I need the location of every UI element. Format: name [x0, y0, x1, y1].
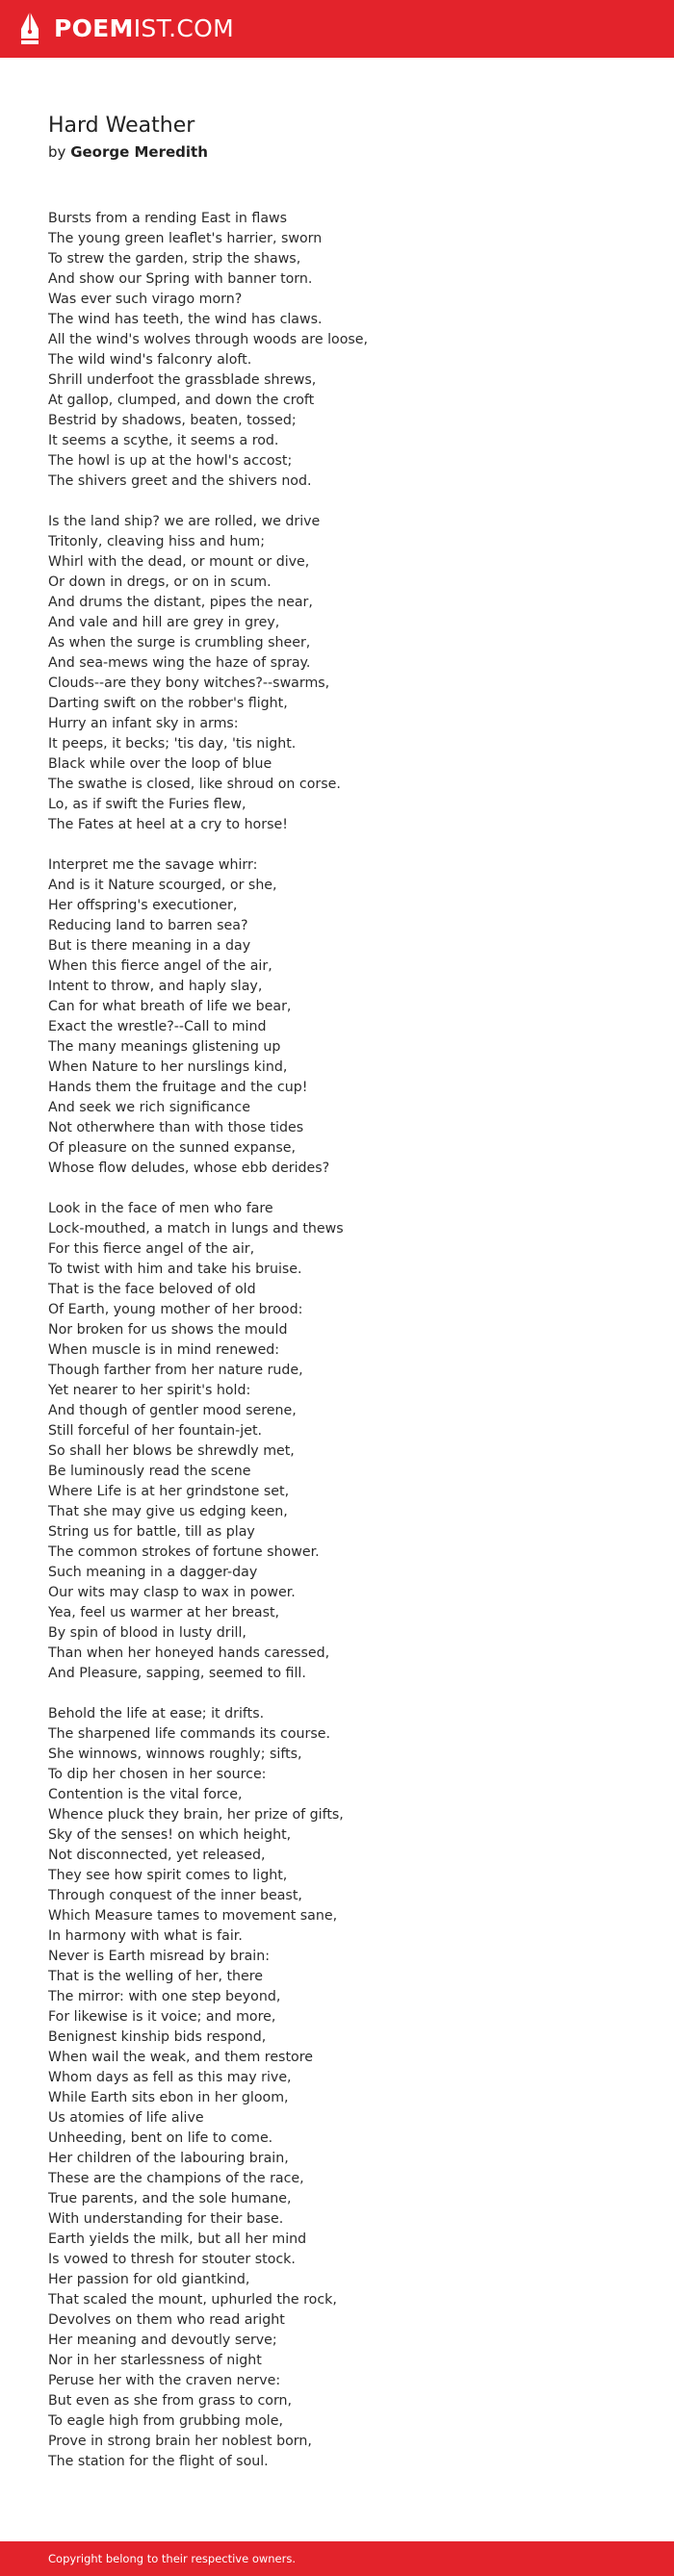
- logo-wordmark: [54, 10, 234, 48]
- poem-line: The mirror: with one step beyond,: [48, 1989, 281, 2004]
- poem-line: With understanding for their base.: [48, 2211, 284, 2227]
- poem-line: When muscle is in mind renewed:: [48, 1342, 280, 1358]
- poem-line: Is vowed to thresh for stouter stock.: [48, 2252, 296, 2267]
- poem-line: In harmony with what is fair.: [48, 1928, 243, 1944]
- poem-line: They see how spirit comes to light,: [48, 1868, 288, 1883]
- poem-line: Lock-mouthed, a match in lungs and thews: [48, 1221, 344, 1237]
- poemist-logo[interactable]: [17, 10, 234, 48]
- poem-line: To twist with him and take his bruise.: [48, 1262, 302, 1277]
- poem-line: Darting swift on the robber's flight,: [48, 696, 288, 711]
- pen-nib-icon: [17, 10, 42, 48]
- poem-line: Of pleasure on the sunned expanse,: [48, 1140, 296, 1156]
- poem-line: Such meaning in a dagger-day: [48, 1565, 258, 1580]
- poem-line: Benignest kinship bids respond,: [48, 2029, 267, 2045]
- stanza: [48, 512, 635, 835]
- poem-line: Not otherwhere than with those tides: [48, 1120, 304, 1135]
- poem-line: Though farther from her nature rude,: [48, 1363, 303, 1378]
- poem-line: Which Measure tames to movement sane,: [48, 1908, 338, 1924]
- poem-line: And drums the distant, pipes the near,: [48, 595, 313, 610]
- poem-line: Earth yields the milk, but all her mind: [48, 2232, 307, 2247]
- poem-line: Reducing land to barren sea?: [48, 918, 248, 933]
- poem-line: Intent to throw, and haply slay,: [48, 979, 263, 994]
- poem-line: And is it Nature scourged, or she,: [48, 878, 277, 893]
- poem-line: That she may give us edging keen,: [48, 1504, 288, 1519]
- poem-line: By spin of blood in lusty drill,: [48, 1625, 246, 1641]
- poem-line: Than when her honeyed hands caressed,: [48, 1645, 330, 1661]
- copyright-notice: Copyright belong to their respective owners.: [48, 2552, 297, 2565]
- poem-line: To dip her chosen in her source:: [48, 1767, 267, 1782]
- poem-line: Bestrid by shadows, beaten, tossed;: [48, 413, 297, 428]
- poem-line: Whence pluck they brain, her prize of gifts,: [48, 1807, 344, 1823]
- poem-line: Whose flow deludes, whose ebb derides?: [48, 1160, 330, 1176]
- poem-line: For likewise is it voice; and more,: [48, 2009, 276, 2025]
- logo-text-bold: POEM: [54, 14, 134, 42]
- top-bar: [0, 0, 674, 58]
- poem-line: Behold the life at ease; it drifts.: [48, 1706, 265, 1722]
- poem-line: It peeps, it becks; 'tis day, 'tis night.: [48, 736, 297, 752]
- poem-line: The wild wind's falconry aloft.: [48, 352, 252, 368]
- poem-line: The Fates at heel at a cry to horse!: [48, 817, 288, 832]
- poem-line: True parents, and the sole humane,: [48, 2191, 292, 2206]
- poem-line: Sky of the senses! on which height,: [48, 1827, 292, 1843]
- poem-line: Shrill underfoot the grassblade shrews,: [48, 372, 317, 388]
- poem-line: Lo, as if swift the Furies flew,: [48, 797, 246, 812]
- poem-line: Her meaning and devoutly serve;: [48, 2333, 277, 2348]
- poem-line: Is the land ship? we are rolled, we drive: [48, 514, 321, 529]
- poem-line: Yea, feel us warmer at her breast,: [48, 1605, 280, 1620]
- poem-line: But is there meaning in a day: [48, 938, 251, 954]
- poem-line: It seems a scythe, it seems a rod.: [48, 433, 279, 448]
- poem-line: The young green leaflet's harrier, sworn: [48, 231, 323, 246]
- poem-line: Nor broken for us shows the mould: [48, 1322, 288, 1338]
- poem-line: Exact the wrestle?--Call to mind: [48, 1019, 267, 1034]
- poem-line: That is the face beloved of old: [48, 1282, 256, 1297]
- poem-line: As when the surge is crumbling sheer,: [48, 635, 311, 650]
- poem-line: But even as she from grass to corn,: [48, 2393, 293, 2409]
- poem-line: Yet nearer to her spirit's hold:: [48, 1383, 251, 1398]
- poem-line: That scaled the mount, uphurled the rock,: [48, 2292, 337, 2308]
- author-link[interactable]: George Meredith: [70, 143, 208, 161]
- poem-line: Through conquest of the inner beast,: [48, 1888, 302, 1903]
- poem-line: Be luminously read the scene: [48, 1464, 251, 1479]
- poem-line: And seek we rich significance: [48, 1100, 250, 1115]
- poem-line: The common strokes of fortune shower.: [48, 1544, 320, 1560]
- poem-line: When Nature to her nurslings kind,: [48, 1059, 288, 1075]
- byline: [48, 142, 208, 162]
- poem-line: Or down in dregs, or on in scum.: [48, 574, 272, 590]
- poem-line: And show our Spring with banner torn.: [48, 271, 313, 287]
- poem-line: When this fierce angel of the air,: [48, 958, 272, 974]
- logo-text-light: IST.COM: [133, 14, 235, 42]
- poem-line: And Pleasure, sapping, seemed to fill.: [48, 1666, 306, 1681]
- poem-line: The howl is up at the howl's accost;: [48, 453, 293, 469]
- poem-line: Nor in her starlessness of night: [48, 2353, 262, 2368]
- poem-line: And though of gentler mood serene,: [48, 1403, 297, 1418]
- poem-line: Of Earth, young mother of her brood:: [48, 1302, 303, 1317]
- poem-line: Black while over the loop of blue: [48, 756, 272, 772]
- poem-line: And sea-mews wing the haze of spray.: [48, 655, 311, 671]
- poem-line: Tritonly, cleaving hiss and hum;: [48, 534, 265, 549]
- stanza: [48, 1199, 635, 1684]
- poem-line: Whom days as fell as this may rive,: [48, 2070, 292, 2085]
- poem-line: To strew the garden, strip the shaws,: [48, 251, 301, 267]
- poem-body: [48, 209, 635, 2492]
- poem-line: Contention is the vital force,: [48, 1787, 243, 1802]
- poem-line: The sharpened life commands its course.: [48, 1726, 330, 1742]
- poem-line: The shivers greet and the shivers nod.: [48, 473, 312, 489]
- poem-line: Her children of the labouring brain,: [48, 2151, 289, 2166]
- poem-line: Clouds--are they bony witches?--swarms,: [48, 676, 330, 691]
- poem-line: Interpret me the savage whirr:: [48, 857, 258, 873]
- poem-title: Hard Weather: [48, 114, 195, 138]
- poem-line: Still forceful of her fountain-jet.: [48, 1423, 263, 1439]
- poem-line: The station for the flight of soul.: [48, 2454, 269, 2469]
- poem-line: To eagle high from grubbing mole,: [48, 2413, 283, 2429]
- poem-line: When wail the weak, and them restore: [48, 2050, 313, 2065]
- poem-line: String us for battle, till as play: [48, 1524, 255, 1540]
- poem-line: Us atomies of life alive: [48, 2110, 204, 2126]
- poem-line: Our wits may clasp to wax in power.: [48, 1585, 296, 1600]
- poem-line: For this fierce angel of the air,: [48, 1241, 255, 1257]
- poem-line: The wind has teeth, the wind has claws.: [48, 312, 323, 327]
- stanza: [48, 855, 635, 1179]
- poem-line: Her passion for old giantkind,: [48, 2272, 250, 2287]
- poem-line: Not disconnected, yet released,: [48, 1848, 266, 1863]
- poem-line: Hands them the fruitage and the cup!: [48, 1080, 308, 1095]
- poem-line: That is the welling of her, there: [48, 1969, 264, 1984]
- poem-line: At gallop, clumped, and down the croft: [48, 393, 315, 408]
- poem-line: Can for what breath of life we bear,: [48, 999, 292, 1014]
- poem-line: Peruse her with the craven nerve:: [48, 2373, 281, 2388]
- poem-line: The swathe is closed, like shroud on corse.: [48, 777, 341, 792]
- poem-line: Hurry an infant sky in arms:: [48, 716, 239, 731]
- poem-line: She winnows, winnows roughly; sifts,: [48, 1747, 302, 1762]
- poem-line: Was ever such virago morn?: [48, 292, 243, 307]
- poem-line: The many meanings glistening up: [48, 1039, 281, 1055]
- poem-line: Look in the face of men who fare: [48, 1201, 273, 1216]
- stanza: [48, 1704, 635, 2472]
- poem-line: Devolves on them who read aright: [48, 2312, 285, 2328]
- poem-line: All the wind's wolves through woods are loose,: [48, 332, 368, 347]
- footer: [0, 2541, 674, 2576]
- poem-line: Unheeding, bent on life to come.: [48, 2130, 273, 2146]
- poem-line: Her offspring's executioner,: [48, 898, 238, 913]
- stanza: [48, 209, 635, 492]
- poem-line: These are the champions of the race,: [48, 2171, 304, 2186]
- poem-line: Prove in strong brain her noblest born,: [48, 2434, 312, 2449]
- poem-line: And vale and hill are grey in grey,: [48, 615, 280, 630]
- poem-line: Whirl with the dead, or mount or dive,: [48, 554, 310, 570]
- poem-line: While Earth sits ebon in her gloom,: [48, 2090, 289, 2105]
- by-label: by: [48, 143, 66, 161]
- poem-line: Never is Earth misread by brain:: [48, 1949, 270, 1964]
- poem-line: So shall her blows be shrewdly met,: [48, 1443, 295, 1459]
- poem-line: Bursts from a rending East in flaws: [48, 211, 288, 226]
- poem-line: Where Life is at her grindstone set,: [48, 1484, 290, 1499]
